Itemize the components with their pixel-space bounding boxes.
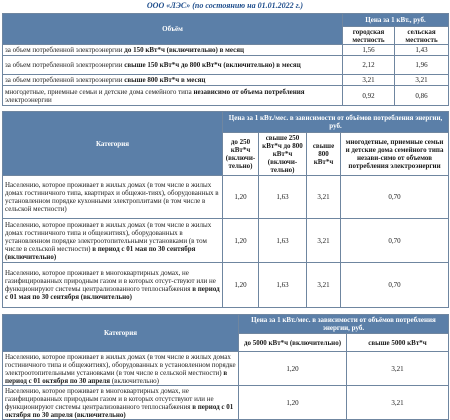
- cell-value: 1,63: [259, 219, 307, 263]
- header-rural: сельская местность: [395, 27, 449, 45]
- header-urban: городская местность: [343, 27, 395, 45]
- header-price: Цена за 1 кВт./мес. в зависимости от объёмов потребления энергии, руб.: [223, 112, 449, 133]
- cell-rural: 3,21: [395, 75, 449, 86]
- table-row: [3, 75, 449, 86]
- cell-value: 1,20: [239, 386, 347, 420]
- cell-rural: 0,86: [395, 86, 449, 106]
- row-label: за объем потребленной электроэнергии до 150 кВт*ч (включительно) в месяц: [3, 45, 343, 56]
- cell-rural: 1,96: [395, 56, 449, 75]
- row-label: Населению, которое проживает в многоквартирных домах, не газифицированных природным газом и в которых отсут-ствуют или не функционируют системы централизованного теплоснабжения в период с 01 мая по 30 сентября (включительно): [3, 263, 223, 308]
- table-row: [3, 176, 449, 219]
- cell-value: 1,20: [223, 219, 259, 263]
- row-label: многодетные, приемные семьи и детские дома семейного типа независимо от объема потребления электроэнергии: [3, 86, 343, 106]
- header-price: Цена за 1 кВт./мес. в зависимости от объёмов потребления энергии, руб.: [239, 315, 449, 334]
- cell-value: 3,21: [347, 352, 449, 386]
- cell-value: 1,20: [223, 263, 259, 308]
- header-price: Цена за 1 кВт., руб.: [343, 14, 449, 27]
- cell-value: 0,70: [341, 219, 449, 263]
- table-row: [3, 263, 449, 308]
- cell-value: 0,70: [341, 176, 449, 219]
- header-col-250: до 250 кВт*ч (включи-тельно): [223, 133, 259, 176]
- cell-value: 1,20: [239, 352, 347, 386]
- header-col-over-5000: свыше 5000 кВт*ч: [347, 334, 449, 352]
- cell-urban: 3,21: [343, 75, 395, 86]
- header-category: Категория: [3, 315, 239, 352]
- cell-value: 1,63: [259, 176, 307, 219]
- table-row: [3, 86, 449, 106]
- row-label: Населению, которое проживает в многоквартирных домах, не газифицированных природным газом и в которых отсутствуют или не функционируют системы централизованного теплоснабжения в период с 01 октября по 30 апреля (включительно): [3, 386, 239, 420]
- header-col-250-800: свыше 250 кВт*ч до 800 кВт*ч (включи-тельно): [259, 133, 307, 176]
- cell-value: 1,63: [259, 263, 307, 308]
- tariff-table-heating: [2, 314, 449, 420]
- cell-rural: 1,43: [395, 45, 449, 56]
- cell-value: 3,21: [307, 176, 341, 219]
- row-label: Населению, которое проживает в жилых домах (в том числе в жилых домах гостиничного типа и общежитиях), оборудованных в установленном порядке электроотопительными установками (в том числе в сельской местности) в период с 01 мая по 30 сентября (включительно): [3, 219, 223, 263]
- header-col-800: свыше 800 кВт*ч: [307, 133, 341, 176]
- table-row: [3, 45, 449, 56]
- header-category: Категория: [3, 112, 223, 176]
- cell-urban: 1,56: [343, 45, 395, 56]
- header-volume: Объём: [3, 14, 343, 45]
- row-label: Населению, которое проживает в жилых домах (в том числе в жилых домах гостиничного типа и общежитиях), оборудованных в установленном порядке электроотопительными установками (в том числе в сельской местности) в период с 01 октября по 30 апреля (включительно): [3, 352, 239, 386]
- table-row: [3, 219, 449, 263]
- row-label: за объем потребленной электроэнергии свыше 150 кВт*ч до 800 кВт*ч (включительно) в месяц: [3, 56, 343, 75]
- row-label: за объем потребленной электроэнергии свыше 800 кВт*ч в месяц: [3, 75, 343, 86]
- header-col-5000: до 5000 кВт*ч (включительно): [239, 334, 347, 352]
- cell-urban: 0,92: [343, 86, 395, 106]
- header-col-large-family: многодетные, приемные семьи и детские дома семейного типа незави-симо от объемов потребления электроэнергии: [341, 133, 449, 176]
- row-label: Населению, которое проживает в жилых домах (в том числе в жилых домах гостиничного типа, квартирах и общежи-тиях), оборудованных в установленном порядке кухонными электроплитами (в том числе в сельской местности): [3, 176, 223, 219]
- table-row: [3, 352, 449, 386]
- cell-urban: 2,12: [343, 56, 395, 75]
- cell-value: 1,20: [223, 176, 259, 219]
- cell-value: 0,70: [341, 263, 449, 308]
- tariff-table-volume: [2, 13, 449, 106]
- tariff-table-seasonal: [2, 111, 449, 308]
- cell-value: 3,21: [347, 386, 449, 420]
- table-row: [3, 386, 449, 420]
- cell-value: 3,21: [307, 263, 341, 308]
- table-row: [3, 56, 449, 75]
- page-title: ООО «ЛЭС» (по состоянию на 01.01.2022 г.): [146, 1, 304, 10]
- cell-value: 3,21: [307, 219, 341, 263]
